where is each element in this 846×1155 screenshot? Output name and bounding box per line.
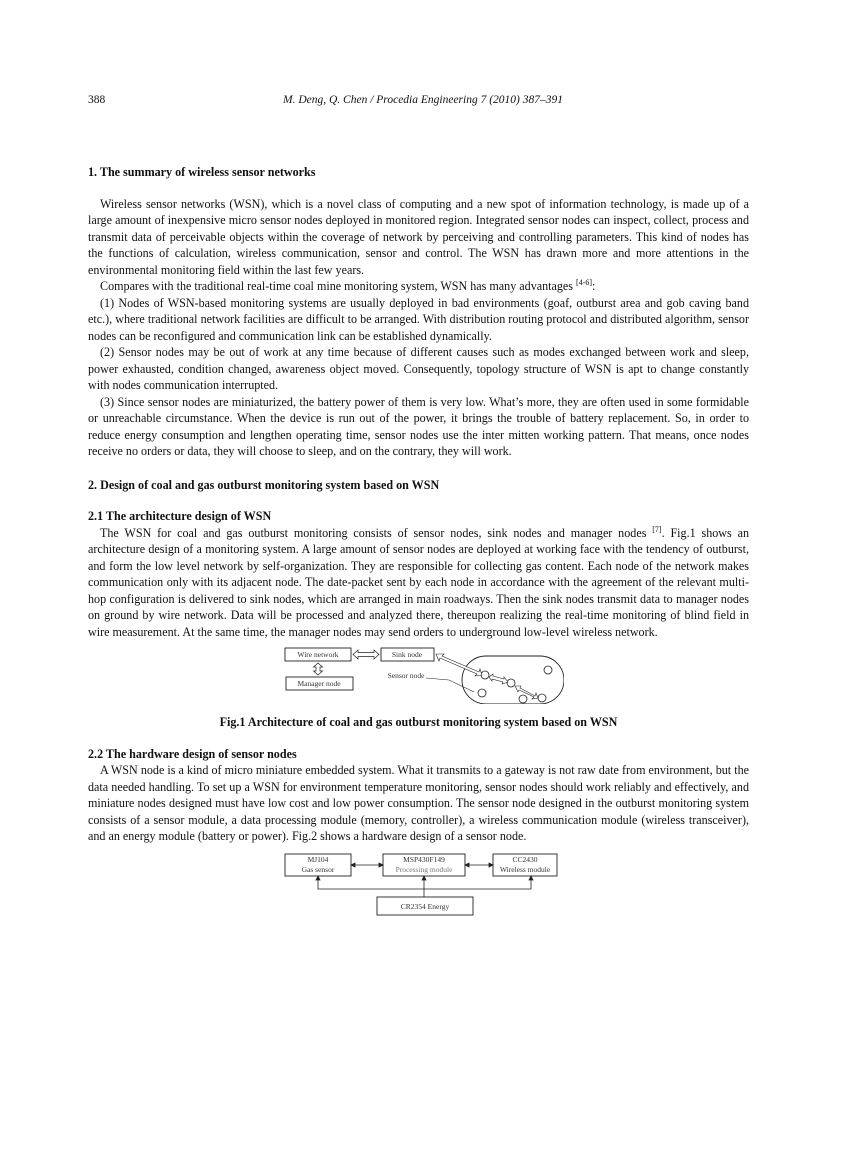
- section-2-heading: 2. Design of coal and gas outburst monitoring system based on WSN: [88, 477, 440, 492]
- section-2-1-paragraph: [88, 525, 749, 641]
- processing-module-label: Processing module: [395, 864, 452, 874]
- advantage-item-3: (3) Since sensor nodes are miniaturized, the battery power of them is very low. What’s more, they are often used in some formidable or unreachable circumstance. When the device is run out of the power, it brings the trouble of battery replacement. So, in order to reduce energy consumption and lengthen operating time, sensor nodes use the inter mitten working pattern. That means, once nodes receive no orders or data, they will choose to sleep, and on the contrary, they will work.: [88, 394, 749, 458]
- journal-reference: M. Deng, Q. Chen / Procedia Engineering 7 (2010) 387–391: [283, 94, 563, 106]
- citation[interactable]: [4-6]: [576, 278, 593, 287]
- double-arrow-icon: [313, 663, 322, 675]
- section-1-heading: 1. The summary of wireless sensor networks: [88, 165, 316, 179]
- double-arrow-icon: [353, 650, 379, 659]
- wire-network-label: Wire network: [296, 650, 339, 659]
- energy-module-label: CR2354 Energy: [400, 901, 449, 911]
- figure-1-caption: Fig.1 Architecture of coal and gas outburst monitoring system based on WSN: [219, 715, 618, 729]
- radio-chip-label: CC2430: [511, 854, 538, 864]
- section-1-paragraph: Wireless sensor networks (WSN), which is a novel class of computing and a new spot of information technology, is made up of a large amount of inexpensive micro sensor nodes deployed in monitored region. Integrated sensor nodes can inspect, collect, process and transmit data of perceivable objects within the coverage of network by perceiving and controlling parameters. This kind of nodes has the functions of calculation, wireless communication, sensor and control. The WSN has drawn more and more attentions in the environmental monitoring field within the last few years.: [88, 196, 749, 277]
- wireless-module-label: Wireless module: [499, 864, 550, 874]
- label-leader-line: [426, 678, 474, 692]
- advantages-intro: [88, 278, 749, 295]
- arrowhead-icon: [489, 863, 493, 867]
- sensor-chip-label: MJ104: [307, 854, 328, 864]
- section-2-2-heading: 2.2 The hardware design of sensor nodes: [88, 746, 297, 761]
- section-2-1-heading: 2.1 The architecture design of WSN: [88, 509, 272, 523]
- sensor-node-icon: [519, 695, 527, 703]
- sensor-node-icon: [507, 679, 515, 687]
- advantage-item-2: (2) Sensor nodes may be out of work at any time because of different causes such as modes exchanged between work and sleep, power exhausted, condition changed, awareness object moved. Consequently, topology structure of WSN is apt to change constantly with nodes communication interrupted.: [88, 345, 749, 392]
- advantage-item-1: (1) Nodes of WSN-based monitoring systems are usually deployed in bad environments (goaf, outburst area and gob caving band etc.), where traditional network facilities are difficult to be arranged. With distribution routing protocol and distributed algorithm, sensor nodes can be reconfigured and communication link can be established dynamically.: [88, 295, 749, 343]
- sensor-node-label: Sensor node: [387, 671, 424, 680]
- sink-node-label: Sink node: [391, 650, 422, 659]
- arrowhead-icon: [422, 876, 426, 880]
- paragraph-text: . Fig.1 shows an architecture design of a monitoring system. A large amount of sensor nodes are deployed at working face with the tendency of outburst, and form the low level network by self-organization. They are responsible for collecting gas content. Each node of the network makes communication only with its adjacent node. The date-packet sent by each node in accordance with the agreement of the relevant multi-hop configuration is delivered to sink nodes, which are arranged in main roadways. Then the sink nodes transmit data to manager nodes on ground by wire network. Data will be processed and analyzed there, thereupon realizing the real-time monitoring of blind field in wire measurement. At the same time, the manager nodes may send orders to underground low-level wireless network.: [88, 525, 749, 639]
- section-2-2-paragraph: A WSN node is a kind of micro miniature embedded system. What it transmits to a gateway is not raw date from environment, but the data needed handling. To set up a WSN for environment temperature monitoring, sensor nodes should work reliably and effectively, and miniature nodes designed must have low cost and low power consumption. The sensor node designed in the outburst monitoring system consists of a sensor module, a data processing module (memory, controller), a wireless communication module (wireless transceiver), and an energy module (battery or power). Fig.2 shows a hardware design of a sensor node.: [88, 763, 749, 843]
- figure-1: [274, 642, 564, 704]
- sensor-module-label: Gas sensor: [301, 864, 334, 874]
- arrowhead-icon: [351, 863, 355, 867]
- article-body: [88, 164, 749, 922]
- citation[interactable]: [7]: [652, 524, 662, 534]
- advantages-intro-text: Compares with the traditional real-time coal mine monitoring system, WSN has many advantages: [100, 279, 577, 293]
- double-arrow-icon: [489, 674, 508, 684]
- sensor-node-icon: [538, 694, 546, 702]
- sensor-node-icon: [544, 666, 552, 674]
- manager-node-label: Manager node: [296, 679, 341, 688]
- arrowhead-icon: [465, 863, 469, 867]
- arrowhead-icon: [529, 876, 533, 880]
- figure-1-diagram: [274, 642, 564, 704]
- figure-2-diagram: [279, 852, 559, 922]
- figure-2: [279, 852, 559, 922]
- punctuation: :: [592, 279, 596, 293]
- double-arrow-icon: [436, 654, 482, 676]
- paragraph-text: The WSN for coal and gas outburst monitoring consists of sensor nodes, sink nodes and manager nodes: [100, 525, 653, 540]
- arrowhead-icon: [379, 863, 383, 867]
- mcu-chip-label: MSP430F149: [402, 854, 445, 864]
- sensor-nodes: [478, 666, 552, 703]
- arrowhead-icon: [316, 876, 320, 880]
- sensor-node-icon: [478, 689, 486, 697]
- page-number: 388: [88, 94, 106, 106]
